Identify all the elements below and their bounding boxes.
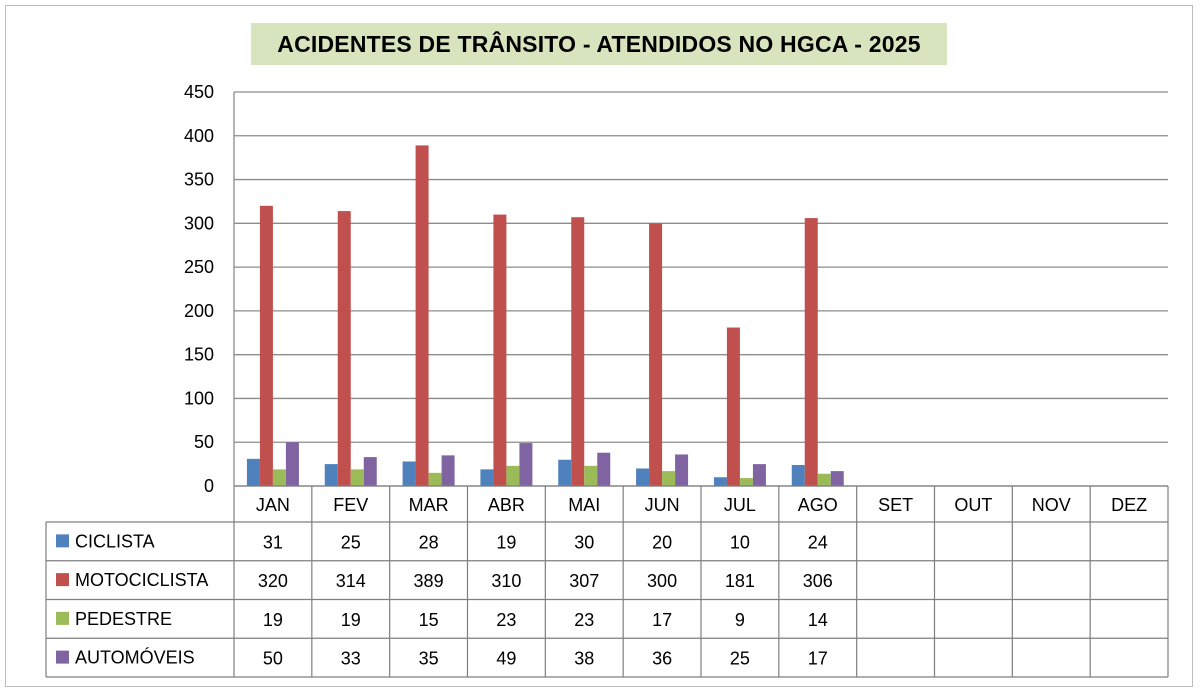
data-label: 307 bbox=[569, 571, 600, 592]
data-label: 14 bbox=[807, 609, 828, 630]
data-label: 33 bbox=[340, 648, 361, 669]
x-tick-label: FEV bbox=[333, 495, 369, 515]
x-tick-label: MAR bbox=[408, 495, 449, 515]
y-tick-label: 200 bbox=[183, 300, 214, 321]
legend-label: AUTOMÓVEIS bbox=[75, 647, 195, 668]
data-label: 306 bbox=[802, 571, 833, 592]
data-label: 300 bbox=[647, 571, 678, 592]
x-tick-label: ABR bbox=[487, 495, 525, 515]
x-tick-label: JUN bbox=[644, 495, 680, 515]
data-label: 36 bbox=[652, 648, 673, 669]
data-label: 310 bbox=[491, 571, 522, 592]
y-tick-label: 150 bbox=[183, 344, 214, 365]
bar-motociclista-jan bbox=[260, 206, 273, 486]
bar-motociclista-ago bbox=[805, 218, 818, 486]
legend-swatch-motociclista bbox=[56, 573, 69, 586]
bar-automóveis-fev bbox=[364, 457, 377, 486]
data-label: 25 bbox=[340, 532, 361, 553]
data-label: 15 bbox=[418, 609, 439, 630]
data-label: 30 bbox=[574, 532, 595, 553]
x-tick-label: JUL bbox=[723, 495, 756, 515]
y-tick-label: 100 bbox=[183, 388, 214, 409]
chart-title: ACIDENTES DE TRÂNSITO - ATENDIDOS NO HGCA - 2025 bbox=[277, 30, 921, 57]
bar-automóveis-jul bbox=[753, 464, 766, 486]
bar-motociclista-mar bbox=[416, 145, 429, 486]
bar-ciclista-jul bbox=[714, 477, 727, 486]
bar-motociclista-jun bbox=[649, 223, 662, 486]
data-label: 314 bbox=[335, 571, 366, 592]
legend-swatch-ciclista bbox=[56, 534, 69, 547]
data-label: 23 bbox=[574, 609, 595, 630]
data-label: 17 bbox=[652, 609, 673, 630]
bar-pedestre-jun bbox=[662, 471, 675, 486]
data-label: 181 bbox=[724, 571, 755, 592]
bar-automóveis-abr bbox=[519, 443, 532, 486]
legend-swatch-pedestre bbox=[56, 612, 69, 625]
data-label: 9 bbox=[734, 609, 745, 630]
bar-pedestre-abr bbox=[506, 466, 519, 486]
data-label: 25 bbox=[729, 648, 750, 669]
y-tick-label: 400 bbox=[183, 125, 214, 146]
bar-motociclista-mai bbox=[571, 217, 584, 486]
y-tick-label: 250 bbox=[183, 257, 214, 278]
bar-automóveis-ago bbox=[831, 471, 844, 486]
x-tick-label: DEZ bbox=[1111, 495, 1148, 515]
bar-ciclista-jun bbox=[636, 468, 649, 486]
data-label: 31 bbox=[262, 532, 283, 553]
y-tick-label: 450 bbox=[183, 82, 214, 102]
data-label: 24 bbox=[807, 532, 828, 553]
bar-automóveis-mar bbox=[442, 455, 455, 486]
data-label: 10 bbox=[729, 532, 750, 553]
bar-pedestre-mar bbox=[429, 473, 442, 486]
bar-pedestre-jan bbox=[273, 469, 286, 486]
bar-automóveis-jan bbox=[286, 442, 299, 486]
data-label: 38 bbox=[574, 648, 595, 669]
y-tick-label: 0 bbox=[203, 476, 214, 496]
y-tick-label: 50 bbox=[193, 432, 214, 453]
bar-motociclista-jul bbox=[727, 328, 740, 486]
bar-pedestre-mai bbox=[584, 466, 597, 486]
bar-automóveis-jun bbox=[675, 454, 688, 486]
data-label: 28 bbox=[418, 532, 439, 553]
bar-pedestre-fev bbox=[351, 469, 364, 486]
x-tick-label: JAN bbox=[255, 495, 290, 515]
x-tick-label: NOV bbox=[1031, 495, 1071, 515]
bar-ciclista-abr bbox=[480, 469, 493, 486]
bar-motociclista-abr bbox=[493, 215, 506, 486]
bar-ciclista-mar bbox=[403, 461, 416, 486]
bar-ciclista-fev bbox=[325, 464, 338, 486]
data-label: 389 bbox=[413, 571, 444, 592]
bar-ciclista-mai bbox=[558, 460, 571, 486]
y-tick-label: 300 bbox=[183, 213, 214, 234]
bar-ciclista-ago bbox=[792, 465, 805, 486]
data-label: 35 bbox=[418, 648, 439, 669]
legend-label: CICLISTA bbox=[75, 531, 155, 552]
data-label: 19 bbox=[496, 532, 517, 553]
data-label: 19 bbox=[262, 609, 283, 630]
y-tick-label: 350 bbox=[183, 169, 214, 190]
data-label: 20 bbox=[652, 532, 673, 553]
legend-swatch-automóveis bbox=[56, 651, 69, 664]
x-tick-label: MAI bbox=[568, 495, 601, 515]
bar-motociclista-fev bbox=[338, 211, 351, 486]
data-label: 49 bbox=[496, 648, 517, 669]
bar-ciclista-jan bbox=[247, 459, 260, 486]
bar-pedestre-ago bbox=[818, 474, 831, 486]
x-tick-label: OUT bbox=[954, 495, 993, 515]
data-label: 23 bbox=[496, 609, 517, 630]
data-label: 17 bbox=[807, 648, 828, 669]
data-label: 320 bbox=[257, 571, 288, 592]
x-tick-label: SET bbox=[878, 495, 914, 515]
data-label: 19 bbox=[340, 609, 361, 630]
bar-automóveis-mai bbox=[597, 453, 610, 486]
x-tick-label: AGO bbox=[797, 495, 838, 515]
legend-label: MOTOCICLISTA bbox=[75, 570, 209, 591]
bar-pedestre-jul bbox=[740, 478, 753, 486]
legend-label: PEDESTRE bbox=[75, 608, 173, 629]
data-label: 50 bbox=[262, 648, 283, 669]
